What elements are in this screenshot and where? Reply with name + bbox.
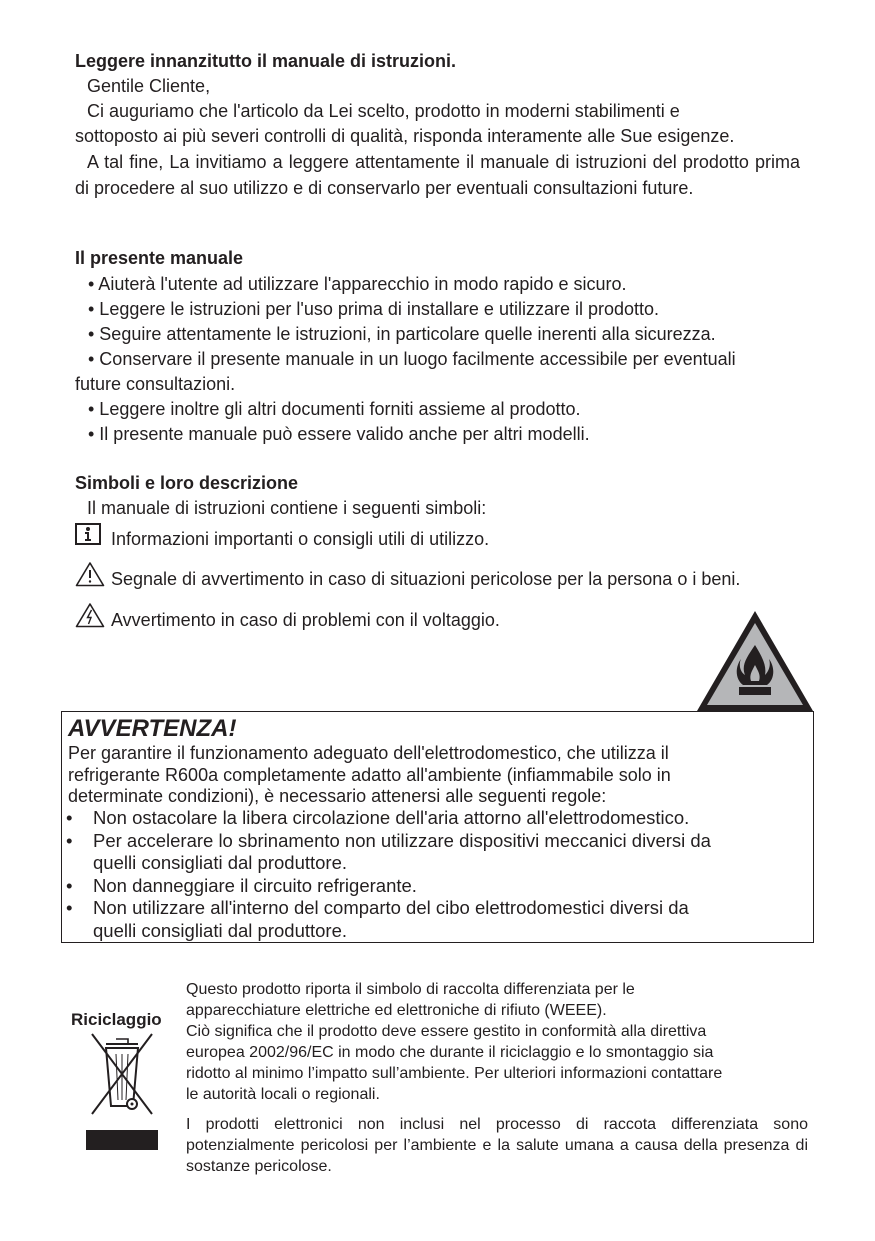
warning-rule-4-line-2: quelli consigliati dal produttore. (93, 919, 348, 941)
bullet: • (66, 874, 73, 896)
manual-bullet-6: • Il presente manuale può essere valido anche per altri modelli. (88, 424, 590, 444)
symbol-info-text: Informazioni importanti o consigli utili di utilizzo. (111, 529, 490, 549)
list-item (62, 830, 802, 875)
intro-paragraph-1-line-2: sottoposto ai più severi controlli di qualità, risponda interamente alle Sue esigenze. (75, 126, 735, 146)
voltage-warning-icon (75, 602, 105, 628)
bullet: • (66, 829, 73, 851)
warning-rule-1: Non ostacolare la libera circolazione dell'aria attorno all'elettrodomestico. (93, 807, 690, 828)
warning-title: AVVERTENZA! (68, 715, 237, 742)
recycling-p1-line-6: le autorità locali o regionali. (186, 1086, 380, 1103)
manual-bullet-1: • Aiuterà l'utente ad utilizzare l'apparecchio in modo rapido e sicuro. (88, 274, 627, 294)
warning-rule-4-line-1: Non utilizzare all'interno del comparto del cibo elettrodomestici diversi da (93, 897, 689, 918)
warning-rules-list (62, 807, 802, 942)
bullet: • (66, 807, 73, 828)
symbol-warning-row (75, 561, 740, 590)
intro-paragraph-1-line-1: Ci auguriamo che l'articolo da Lei scelto, prodotto in moderni stabilimenti e (87, 101, 680, 121)
warning-rule-2-line-1: Per accelerare lo sbrinamento non utilizzare dispositivi meccanici diversi da (93, 829, 711, 851)
symbols-intro: Il manuale di istruzioni contiene i seguenti simboli: (87, 498, 487, 518)
warning-box (61, 711, 814, 943)
list-item (62, 897, 802, 942)
warning-intro (68, 743, 798, 808)
recycling-p1-line-2: apparecchiature elettriche ed elettroniche di rifiuto (WEEE). (186, 1002, 607, 1019)
warning-intro-line-2: refrigerante R600a completamente adatto all'ambiente (infiammabile solo in (68, 764, 671, 785)
manual-heading: Il presente manuale (75, 248, 244, 268)
intro-greeting: Gentile Cliente, (87, 76, 211, 96)
list-item (62, 807, 802, 830)
recycling-p1-line-3: Ciò significa che il prodotto deve essere gestito in conformità alla direttiva (186, 1023, 707, 1040)
warning-triangle-icon (75, 561, 105, 587)
bullet: • (66, 897, 73, 918)
manual-bullet-5: • Leggere inoltre gli altri documenti forniti assieme al prodotto. (88, 399, 581, 419)
intro-paragraph-2: A tal fine, La invitiamo a leggere attentamente il manuale di istruzioni del prodotto prima di procedere al suo utilizzo e di conservarlo per eventuali consultazioni future. (75, 152, 800, 198)
recycling-label: Riciclaggio (71, 1010, 162, 1029)
info-icon (75, 523, 101, 545)
recycling-paragraph-2: I prodotti elettronici non inclusi nel processo di raccota differenziata sono potenzialmente pericolosi per l’ambiente e la salute umana a causa della presenza di sostanze pericolose. (186, 1116, 808, 1175)
symbol-warning-text: Segnale di avvertimento in caso di situazioni pericolose per la persona o i beni. (111, 569, 741, 589)
symbols-heading: Simboli e loro descrizione (75, 473, 299, 493)
symbol-voltage-row (75, 602, 500, 631)
list-item (62, 875, 802, 898)
manual-bullet-4-line-1: • Conservare il presente manuale in un luogo facilmente accessibile per eventuali (88, 349, 736, 369)
manual-bullet-3: • Seguire attentamente le istruzioni, in particolare quelle inerenti alla sicurezza. (88, 324, 716, 344)
warning-intro-line-1: Per garantire il funzionamento adeguato dell'elettrodomestico, che utilizza il (68, 743, 669, 763)
symbol-voltage-text: Avvertimento in caso di problemi con il voltaggio. (111, 610, 500, 630)
recycling-p1-line-1: Questo prodotto riporta il simbolo di raccolta differenziata per le (186, 981, 635, 998)
manual-bullet-4-line-2: future consultazioni. (75, 374, 236, 394)
recycling-p1-line-4: europea 2002/96/EC in modo che durante il riciclaggio e lo smontaggio sia (186, 1044, 714, 1061)
manual-bullet-2: • Leggere le istruzioni per l'uso prima di installare e utilizzare il prodotto. (88, 299, 660, 319)
crossed-bin-icon (86, 1030, 158, 1152)
symbol-info-row (75, 523, 489, 550)
warning-intro-line-3: determinate condizioni), è necessario attenersi alle seguenti regole: (68, 786, 607, 806)
intro-heading: Leggere innanzitutto il manuale di istruzioni. (75, 51, 457, 71)
recycling-p1-line-5: ridotto al minimo l’impatto sull’ambiente. Per ulteriori informazioni contattare (186, 1065, 723, 1082)
flammable-warning-icon (695, 609, 815, 713)
recycling-paragraph-1 (186, 979, 722, 1105)
warning-rule-3: Non danneggiare il circuito refrigerante. (93, 874, 417, 896)
warning-rule-2-line-2: quelli consigliati dal produttore. (93, 852, 348, 873)
